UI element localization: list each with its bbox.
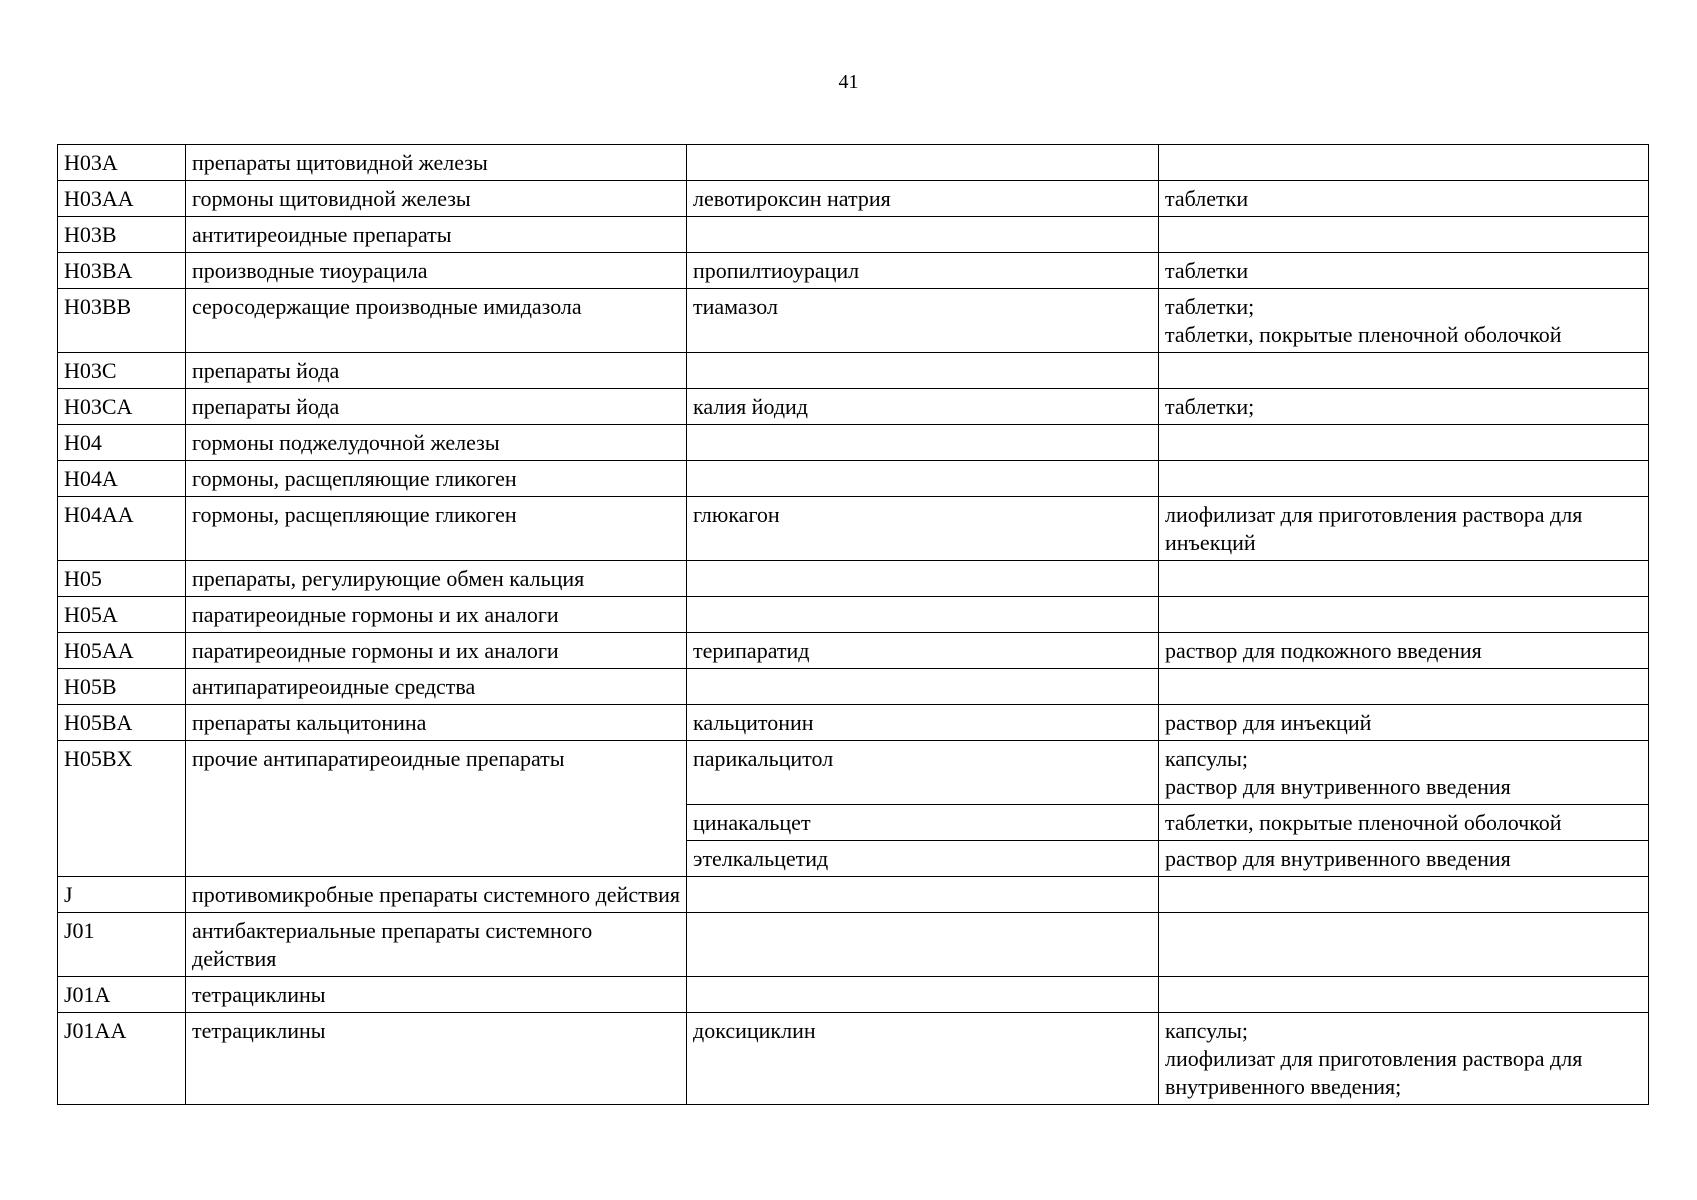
dosage-form-cell (1159, 217, 1649, 253)
anatomical-therapeutic-group-cell: гормоны, расщепляющие гликоген (186, 461, 687, 497)
anatomical-therapeutic-group-cell: препараты, регулирующие обмен кальция (186, 561, 687, 597)
table-row (58, 633, 1649, 669)
atc-code-cell: J01 (58, 913, 186, 977)
dosage-form-cell (1159, 597, 1649, 633)
drug-name-cell (687, 597, 1159, 633)
drug-name-cell (687, 425, 1159, 461)
dosage-form-line: таблетки, покрытые пленочной оболочкой (1165, 810, 1562, 835)
drug-name-cell (687, 669, 1159, 705)
atc-code-cell: H03A (58, 145, 186, 181)
dosage-form-line: лиофилизат для приготовления раствора для инъекций (1165, 502, 1583, 555)
atc-code-cell: H04A (58, 461, 186, 497)
dosage-form-cell (1159, 181, 1649, 217)
table-row (58, 353, 1649, 389)
dosage-form-cell (1159, 633, 1649, 669)
drug-name-cell (687, 977, 1159, 1013)
atc-code-cell: H03C (58, 353, 186, 389)
anatomical-therapeutic-group-cell: антитиреоидные препараты (186, 217, 687, 253)
dosage-form-line: капсулы; (1165, 1018, 1248, 1043)
dosage-form-cell (1159, 389, 1649, 425)
anatomical-therapeutic-group-cell: производные тиоурацила (186, 253, 687, 289)
dosage-form-line: таблетки (1165, 186, 1249, 211)
dosage-form-line: таблетки; (1165, 394, 1255, 419)
table-row (58, 877, 1649, 913)
drug-name-cell: глюкагон (687, 497, 1159, 561)
dosage-form-cell (1159, 741, 1649, 805)
dosage-form-line: капсулы; (1165, 746, 1248, 771)
dosage-form-line: таблетки; (1165, 294, 1255, 319)
atc-code-cell: J01A (58, 977, 186, 1013)
atc-code-cell: H05A (58, 597, 186, 633)
atc-code-cell: J01AA (58, 1013, 186, 1105)
dosage-form-cell (1159, 253, 1649, 289)
table-row (58, 597, 1649, 633)
anatomical-therapeutic-group-cell: препараты щитовидной железы (186, 145, 687, 181)
anatomical-therapeutic-group-cell: гормоны щитовидной железы (186, 181, 687, 217)
table-row (58, 145, 1649, 181)
table-row (58, 705, 1649, 741)
table-row (58, 425, 1649, 461)
table-row (58, 217, 1649, 253)
atc-code-cell: H05B (58, 669, 186, 705)
dosage-form-cell (1159, 841, 1649, 877)
drug-name-cell: кальцитонин (687, 705, 1159, 741)
anatomical-therapeutic-group-cell: препараты йода (186, 389, 687, 425)
drug-name-cell: пропилтиоурацил (687, 253, 1159, 289)
anatomical-therapeutic-group-cell: паратиреоидные гормоны и их аналоги (186, 633, 687, 669)
table-row (58, 561, 1649, 597)
anatomical-therapeutic-group-cell: прочие антипаратиреоидные препараты (186, 741, 687, 877)
table-row (58, 977, 1649, 1013)
dosage-form-cell (1159, 461, 1649, 497)
drug-name-cell: левотироксин натрия (687, 181, 1159, 217)
anatomical-therapeutic-group-cell: тетрациклины (186, 977, 687, 1013)
anatomical-therapeutic-group-cell: препараты йода (186, 353, 687, 389)
table-row (58, 913, 1649, 977)
table-row (58, 181, 1649, 217)
dosage-form-line: лиофилизат для приготовления раствора для внутривенного введения; (1165, 1046, 1583, 1099)
dosage-form-cell (1159, 669, 1649, 705)
table-row (58, 289, 1649, 353)
dosage-form-cell (1159, 425, 1649, 461)
anatomical-therapeutic-group-cell: паратиреоидные гормоны и их аналоги (186, 597, 687, 633)
dosage-form-line: раствор для внутривенного введения (1165, 846, 1511, 871)
atc-code-cell: H05BA (58, 705, 186, 741)
atc-code-cell: H03AA (58, 181, 186, 217)
dosage-form-cell (1159, 913, 1649, 977)
dosage-form-cell (1159, 497, 1649, 561)
drug-classification-table (57, 144, 1649, 1105)
drug-name-cell (687, 877, 1159, 913)
table-row (58, 461, 1649, 497)
anatomical-therapeutic-group-cell: антибактериальные препараты системного действия (186, 913, 687, 977)
atc-code-cell: H04 (58, 425, 186, 461)
dosage-form-line: раствор для инъекций (1165, 710, 1372, 735)
atc-code-cell: H03B (58, 217, 186, 253)
dosage-form-cell (1159, 1013, 1649, 1105)
anatomical-therapeutic-group-cell: серосодержащие производные имидазола (186, 289, 687, 353)
table-body (58, 145, 1649, 1105)
anatomical-therapeutic-group-cell: препараты кальцитонина (186, 705, 687, 741)
table-row (58, 1013, 1649, 1105)
dosage-form-cell (1159, 289, 1649, 353)
atc-code-cell: H03BA (58, 253, 186, 289)
drug-name-cell (687, 561, 1159, 597)
drug-name-cell (687, 353, 1159, 389)
dosage-form-cell (1159, 705, 1649, 741)
drug-name-cell: доксициклин (687, 1013, 1159, 1105)
drug-name-cell (687, 913, 1159, 977)
table-row (58, 253, 1649, 289)
page-number: 41 (838, 71, 859, 93)
drug-name-cell: парикальцитол (687, 741, 1159, 805)
dosage-form-cell (1159, 977, 1649, 1013)
atc-code-cell: H05BX (58, 741, 186, 877)
dosage-form-cell (1159, 877, 1649, 913)
dosage-form-line: таблетки (1165, 258, 1249, 283)
atc-code-cell: H03CA (58, 389, 186, 425)
table-row (58, 669, 1649, 705)
atc-code-cell: J (58, 877, 186, 913)
dosage-form-cell (1159, 561, 1649, 597)
dosage-form-cell (1159, 353, 1649, 389)
anatomical-therapeutic-group-cell: тетрациклины (186, 1013, 687, 1105)
anatomical-therapeutic-group-cell: гормоны поджелудочной железы (186, 425, 687, 461)
dosage-form-line: таблетки, покрытые пленочной оболочкой (1165, 322, 1562, 347)
drug-name-cell: этелкальцетид (687, 841, 1159, 877)
anatomical-therapeutic-group-cell: гормоны, расщепляющие гликоген (186, 497, 687, 561)
atc-code-cell: H03BB (58, 289, 186, 353)
table-row (58, 497, 1649, 561)
drug-name-cell (687, 461, 1159, 497)
atc-code-cell: H05 (58, 561, 186, 597)
anatomical-therapeutic-group-cell: противомикробные препараты системного действия (186, 877, 687, 913)
drug-name-cell: тиамазол (687, 289, 1159, 353)
table-row (58, 741, 1649, 805)
dosage-form-cell (1159, 805, 1649, 841)
dosage-form-line: раствор для внутривенного введения (1165, 774, 1511, 799)
drug-name-cell: цинакальцет (687, 805, 1159, 841)
drug-name-cell (687, 217, 1159, 253)
atc-code-cell: H04AA (58, 497, 186, 561)
table-row (58, 389, 1649, 425)
dosage-form-line: раствор для подкожного введения (1165, 638, 1482, 663)
drug-name-cell: калия йодид (687, 389, 1159, 425)
anatomical-therapeutic-group-cell: антипаратиреоидные средства (186, 669, 687, 705)
drug-name-cell (687, 145, 1159, 181)
dosage-form-cell (1159, 145, 1649, 181)
drug-name-cell: терипаратид (687, 633, 1159, 669)
atc-code-cell: H05AA (58, 633, 186, 669)
